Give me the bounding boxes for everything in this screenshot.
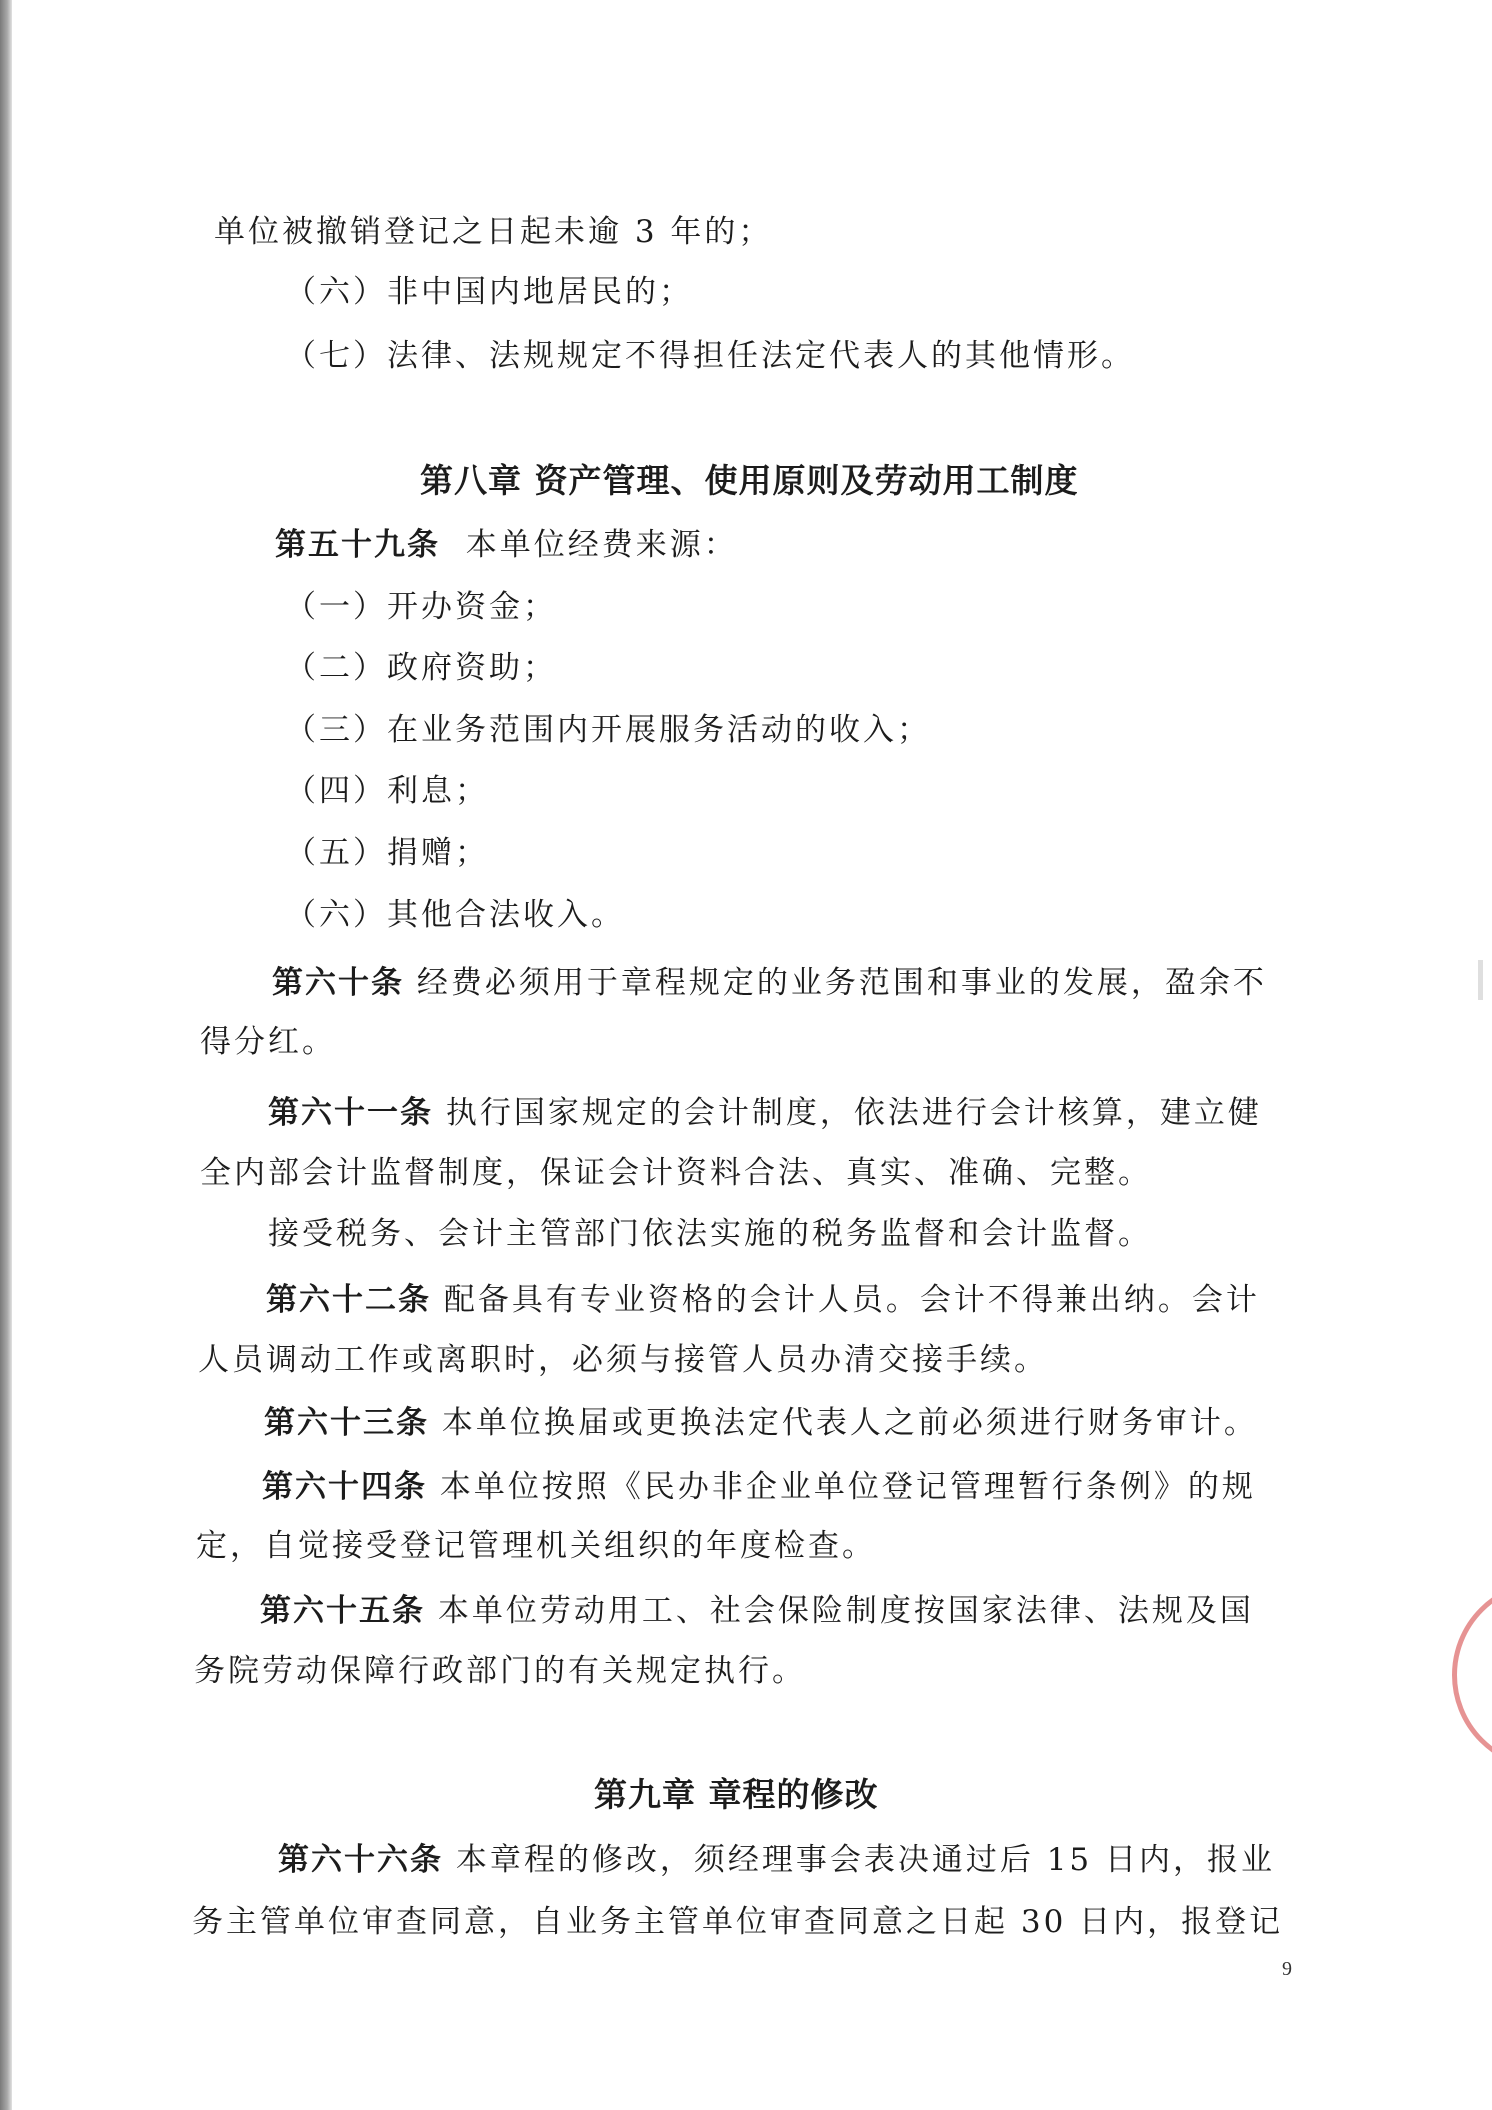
scan-edge-mark: [1478, 960, 1483, 1000]
article-62: [266, 1280, 1260, 1320]
article-60: [272, 963, 1267, 1003]
article-label: 第六十四条: [262, 1469, 427, 1505]
text-line: 务主管单位审查同意，自业务主管单位审查同意之日起 30 日内，报登记: [192, 1904, 1284, 1940]
article-label: 第六十三条: [264, 1405, 429, 1441]
article-65: [260, 1591, 1254, 1631]
seal-ring-icon: [1452, 1580, 1492, 1770]
article-66: [278, 1840, 1275, 1880]
article-label: 第六十二条: [266, 1282, 431, 1318]
text-line: （七）法律、法规规定不得担任法定代表人的其他情形。: [285, 338, 1135, 374]
article-text: 执行国家规定的会计制度，依法进行会计核算，建立健: [445, 1095, 1262, 1131]
text-line: 定，自觉接受登记管理机关组织的年度检查。: [196, 1528, 876, 1564]
text-line: 人员调动工作或离职时，必须与接管人员办清交接手续。: [198, 1342, 1048, 1378]
text-line: （六）非中国内地居民的；: [285, 274, 693, 310]
text-line: 单位被撤销登记之日起未逾 3 年的；: [214, 214, 773, 250]
list-item: （五）捐赠；: [285, 835, 489, 871]
article-text: 本单位按照《民办非企业单位登记管理暂行条例》的规: [439, 1469, 1256, 1505]
article-61: [268, 1093, 1262, 1133]
list-item: （三）在业务范围内开展服务活动的收入；: [285, 712, 931, 748]
article-label: 第六十五条: [260, 1593, 425, 1629]
article-label: 第六十条: [272, 965, 404, 1001]
text-line: 得分红。: [200, 1024, 336, 1060]
article-label: 第六十一条: [268, 1095, 433, 1131]
list-item: （四）利息；: [285, 773, 489, 809]
text-line: 接受税务、会计主管部门依法实施的税务监督和会计监督。: [268, 1216, 1152, 1252]
article-label: 第六十六条: [278, 1842, 443, 1878]
page-number: 9: [1282, 1958, 1292, 1980]
list-item: （一）开办资金；: [285, 589, 557, 625]
list-item: （六）其他合法收入。: [285, 897, 625, 933]
article-text: 经费必须用于章程规定的业务范围和事业的发展，盈余不: [416, 965, 1267, 1001]
red-seal-fragment: [1452, 1580, 1492, 1770]
article-text: 配备具有专业资格的会计人员。会计不得兼出纳。会计: [443, 1282, 1260, 1318]
article-64: [262, 1467, 1256, 1507]
article-63: [264, 1403, 1258, 1443]
article-text: 本章程的修改，须经理事会表决通过后 15 日内，报业: [455, 1842, 1276, 1878]
article-text: 本单位换届或更换法定代表人之前必须进行财务审计。: [441, 1405, 1258, 1441]
chapter-9-heading: 第九章 章程的修改: [594, 1775, 879, 1814]
text-line: 务院劳动保障行政部门的有关规定执行。: [194, 1653, 806, 1689]
article-label: 第五十九条: [275, 527, 440, 563]
article-59: [275, 525, 738, 565]
chapter-8-heading: 第八章 资产管理、使用原则及劳动用工制度: [420, 461, 1079, 500]
list-item: （二）政府资助；: [285, 650, 557, 686]
text-line: 全内部会计监督制度，保证会计资料合法、真实、准确、完整。: [200, 1155, 1152, 1191]
article-text: 本单位经费来源：: [465, 527, 738, 563]
article-text: 本单位劳动用工、社会保险制度按国家法律、法规及国: [437, 1593, 1254, 1629]
